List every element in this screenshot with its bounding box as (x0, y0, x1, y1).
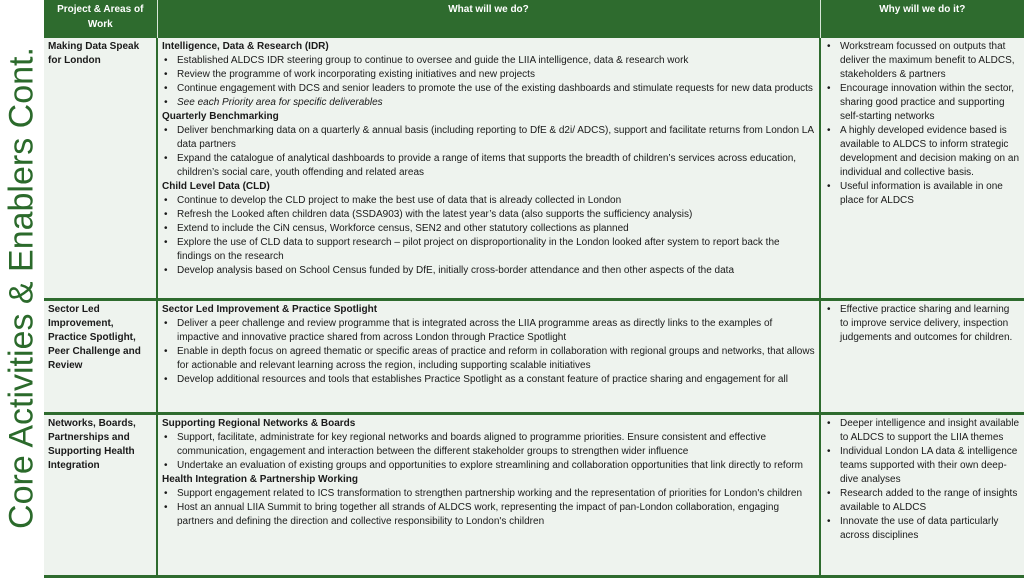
list-item: • Refresh the Looked aften children data (SSDA903) with the latest year’s data (also supports the sufficiency analysis) (177, 208, 815, 222)
list-item: • Deliver a peer challenge and review programme that is integrated across the LIIA programme areas as directly links to the examples of impactive and innovative practice shared from across London through Practice Spotlight (177, 317, 815, 345)
section-title: Child Level Data (CLD) (162, 181, 270, 192)
header-why: Why will we do it? (820, 0, 1024, 38)
list-item: • Useful information is available in one place for ALDCS (840, 180, 1020, 208)
table-row (44, 299, 1024, 413)
section-title: Quarterly Benchmarking (162, 111, 279, 122)
list-item: • Undertake an evaluation of existing groups and opportunities to explore streamlining and collaboration opportunities that link directly to reform (177, 459, 815, 473)
table-row (44, 413, 1024, 576)
bullet-list (825, 303, 1020, 345)
list-item: • Support, facilitate, administrate for key regional networks and boards aligned to programme priorities. Ensure consistent and effective communication, engagement and interaction between the different stakeholder groups to strengthen wider influence (177, 431, 815, 459)
header-areas: Project & Areas of Work (44, 0, 157, 38)
list-item: • Support engagement related to ICS transformation to strengthen partnership working and the representation of priorities for London's children (177, 487, 815, 501)
area-cell: Sector Led Improvement, Practice Spotlight, Peer Challenge and Review (44, 299, 157, 413)
list-item: • Continue engagement with DCS and senior leaders to promote the use of the existing dashboards and stimulate requests for new data products (177, 82, 815, 96)
bullet-list (162, 431, 815, 473)
bullet-list (162, 54, 815, 110)
list-item: • Innovate the use of data particularly across disciplines (840, 515, 1020, 543)
slide-title: Core Activities & Enablers Cont. (2, 47, 41, 529)
side-banner (0, 0, 44, 576)
list-item: • Effective practice sharing and learning to improve service delivery, inspection judgements and outcomes for children. (840, 303, 1020, 345)
list-item: • See each Priority area for specific deliverables (177, 96, 815, 110)
bullet-list (825, 417, 1020, 543)
list-item: • Expand the catalogue of analytical dashboards to provide a range of items that supports the breadth of children’s services across education, children’s social care, youth offending and related areas (177, 152, 815, 180)
bullet-list (162, 487, 815, 529)
list-item: • Review the programme of work incorporating existing initiatives and new projects (177, 68, 815, 82)
list-item: • Individual London LA data & intelligence teams supported with their own deep-dive analyses (840, 445, 1020, 487)
list-item: • Host an annual LIIA Summit to bring together all strands of ALDCS work, representing the impact of pan-London collaboration, engaging partners and defining the direction and collective responsibility to London's children (177, 501, 815, 529)
section-title: Sector Led Improvement & Practice Spotlight (162, 303, 378, 315)
list-item: • Deliver benchmarking data on a quarterly & annual basis (including reporting to DfE & d2i/ ADCS), support and facilitate returns from London LA data partners (177, 124, 815, 152)
list-item: • Develop additional resources and tools that establishes Practice Spotlight as a constant feature of practice sharing and engagement for all (177, 373, 815, 387)
list-item: • Extend to include the CiN census, Workforce census, SEN2 and other statutory collections as planned (177, 222, 815, 236)
table-row (44, 38, 1024, 299)
bullet-list (825, 40, 1020, 208)
list-item: • Workstream focussed on outputs that deliver the maximum benefit to ALDCS, stakeholders & partners (840, 40, 1020, 82)
section-title: Supporting Regional Networks & Boards (162, 417, 356, 429)
section-title: Health Integration & Partnership Working (162, 473, 358, 485)
bullet-list (162, 194, 815, 278)
why-cell (820, 299, 1024, 413)
activities-table (44, 0, 1024, 578)
bullet-list (162, 124, 815, 180)
list-item: • Continue to develop the CLD project to make the best use of data that is already collected in London (177, 194, 815, 208)
why-cell (820, 413, 1024, 576)
what-cell (157, 413, 820, 576)
what-cell (157, 299, 820, 413)
area-cell: Making Data Speak for London (44, 38, 157, 299)
list-item: • Research added to the range of insights available to ALDCS (840, 487, 1020, 515)
section-title: Intelligence, Data & Research (IDR) (162, 41, 329, 52)
bullet-list (162, 317, 815, 387)
list-item: • Explore the use of CLD data to support research – pilot project on disproportionality in the London looked after system to report back the findings on the research (177, 236, 815, 264)
header-what: What will we do? (157, 0, 820, 38)
list-item: • Deeper intelligence and insight available to ALDCS to support the LIIA themes (840, 417, 1020, 445)
list-item: • Develop analysis based on School Census funded by DfE, initially cross-border attendance and then other aspects of the data (177, 264, 815, 278)
what-cell (157, 38, 820, 299)
list-item: • Encourage innovation within the sector, sharing good practice and supporting self-starting networks (840, 82, 1020, 124)
list-item: • Enable in depth focus on agreed thematic or specific areas of practice and reform in collaboration with regional groups and networks, that allows for actionable and relevant learning across the region, including supporting scalable initiatives (177, 345, 815, 373)
why-cell (820, 38, 1024, 299)
list-item: • A highly developed evidence based is available to ALDCS to inform strategic development and decision making on an individual and collective basis. (840, 124, 1020, 180)
area-cell: Networks, Boards, Partnerships and Supporting Health Integration (44, 413, 157, 576)
list-item: • Established ALDCS IDR steering group to continue to oversee and guide the LIIA intelligence, data & research work (177, 54, 815, 68)
